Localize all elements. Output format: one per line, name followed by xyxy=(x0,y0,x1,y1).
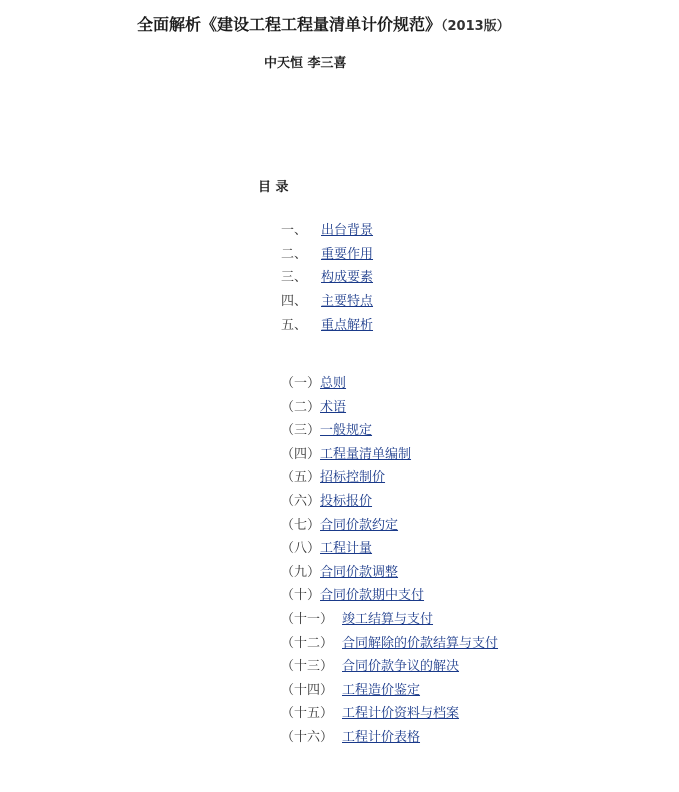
edition-label: （2013版） xyxy=(441,19,510,34)
toc-sub-item xyxy=(281,635,498,659)
toc-item-number: （七） xyxy=(281,517,321,533)
toc-link-key-analysis[interactable]: 重点解析 xyxy=(321,317,374,333)
toc-item-number: （十三） xyxy=(281,659,334,675)
toc-heading: 目 录 xyxy=(258,180,289,195)
toc-main-item xyxy=(281,222,373,246)
toc-link-general[interactable]: 总则 xyxy=(320,376,347,391)
toc-item-number: （三） xyxy=(281,423,321,439)
toc-sub-item xyxy=(281,611,498,635)
toc-sub-item xyxy=(281,587,498,611)
toc-link-interim-payment[interactable]: 合同价款期中支付 xyxy=(320,588,425,604)
toc-sub-item xyxy=(281,682,498,706)
toc-sub-item xyxy=(281,446,498,470)
authors: 中天恒 李三喜 xyxy=(264,56,347,71)
toc-sub-item xyxy=(281,422,498,446)
toc-item-number: （一） xyxy=(281,376,321,391)
toc-link-tender-control-price[interactable]: 招标控制价 xyxy=(320,470,386,486)
toc-sub-list xyxy=(281,375,498,753)
toc-item-number: （六） xyxy=(281,493,321,509)
toc-item-number: 五、 xyxy=(281,317,308,333)
toc-sub-item xyxy=(281,705,498,729)
toc-link-bill-of-quantities[interactable]: 工程量清单编制 xyxy=(320,446,412,462)
toc-link-terms[interactable]: 术语 xyxy=(320,399,347,415)
toc-sub-item xyxy=(281,517,498,541)
toc-item-number: 三、 xyxy=(281,270,308,286)
toc-item-number: （十） xyxy=(281,588,321,604)
toc-sub-item xyxy=(281,729,498,753)
toc-item-number: （五） xyxy=(281,470,321,486)
toc-link-cost-appraisal[interactable]: 工程造价鉴定 xyxy=(342,682,421,698)
toc-item-number: 一、 xyxy=(281,223,308,238)
toc-item-number: （十四） xyxy=(281,682,334,698)
toc-item-number: （十一） xyxy=(281,611,334,627)
toc-sub-item xyxy=(281,375,498,399)
toc-link-records-archives[interactable]: 工程计价资料与档案 xyxy=(342,706,460,722)
toc-link-final-settlement[interactable]: 竣工结算与支付 xyxy=(342,611,434,627)
toc-sub-item xyxy=(281,469,498,493)
toc-main-item xyxy=(281,269,373,293)
toc-main-list xyxy=(281,222,373,340)
toc-main-item xyxy=(281,246,373,270)
toc-link-features[interactable]: 主要特点 xyxy=(321,294,374,310)
toc-link-measurement[interactable]: 工程计量 xyxy=(320,541,373,557)
toc-item-number: （八） xyxy=(281,541,321,557)
toc-link-termination-settlement[interactable]: 合同解除的价款结算与支付 xyxy=(342,635,499,651)
toc-link-contract-price-agreement[interactable]: 合同价款约定 xyxy=(320,517,399,533)
toc-sub-item xyxy=(281,564,498,588)
toc-item-number: 四、 xyxy=(281,294,308,310)
toc-link-general-provisions[interactable]: 一般规定 xyxy=(320,423,373,439)
toc-item-number: 二、 xyxy=(281,246,308,262)
toc-link-dispute-resolution[interactable]: 合同价款争议的解决 xyxy=(342,659,460,675)
title-text: 全面解析《建设工程工程量清单计价规范》 xyxy=(137,15,442,34)
toc-link-bid-quotation[interactable]: 投标报价 xyxy=(320,493,373,509)
toc-link-price-adjustment[interactable]: 合同价款调整 xyxy=(320,564,399,580)
toc-main-item xyxy=(281,293,373,317)
toc-item-number: （四） xyxy=(281,446,321,462)
toc-item-number: （二） xyxy=(281,399,321,415)
toc-sub-item xyxy=(281,540,498,564)
toc-sub-item xyxy=(281,658,498,682)
toc-sub-item xyxy=(281,493,498,517)
toc-sub-item xyxy=(281,399,498,423)
toc-item-number: （十二） xyxy=(281,635,334,651)
document-title xyxy=(137,12,510,35)
toc-link-pricing-forms[interactable]: 工程计价表格 xyxy=(342,729,421,745)
toc-main-item xyxy=(281,317,373,341)
toc-item-number: （十六） xyxy=(281,729,334,745)
toc-link-importance[interactable]: 重要作用 xyxy=(321,246,374,262)
toc-link-background[interactable]: 出台背景 xyxy=(321,223,374,238)
toc-link-components[interactable]: 构成要素 xyxy=(321,270,374,286)
toc-item-number: （九） xyxy=(281,564,321,580)
toc-item-number: （十五） xyxy=(281,706,334,722)
